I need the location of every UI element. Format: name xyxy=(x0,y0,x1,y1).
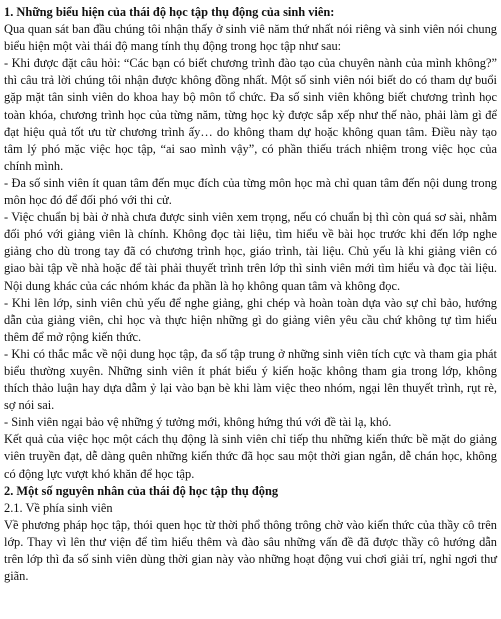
conclusion-paragraph: Kết quả của việc học một cách thụ động là sinh viên chỉ tiếp thu những kiến thức bề mặt do giảng viên truyền đạt, dễ dàng quên những kiến thức đã học sau một thời gian ngắn, dễ chán học, không có động lực vượt khó khăn để học tập. xyxy=(4,432,497,481)
bullet-paragraph-5: - Khi có thắc mắc về nội dung học tập, đa số tập trung ở những sinh viên tích cực và tham gia phát biểu thường xuyên. Những sinh viên ít phát biểu ý kiến hoặc không tham gia trong lớp, không thích thảo luận hay dựa dẫm ỷ lại vào bạn bè khi làm việc theo nhóm, ngại lên thuyết trình, rụt rè, sợ nói sai. xyxy=(4,346,497,413)
bullet-paragraph-6: - Sinh viên ngại bảo vệ những ý tưởng mới, không hứng thú với đề tài lạ, khó. xyxy=(4,415,392,430)
bullet-paragraph-1: - Khi được đặt câu hỏi: “Các bạn có biết chương trình đào tạo của chuyên nành của mình không?” thì câu trả lời chúng tôi nhận được không đồng nhất. Một số sinh viên nói biết do có tham dự buổi gặp mặt tân sinh viên do khoa hay bộ môn tổ chức. Đa số sinh viên không biết chương trình học toàn khóa, chương trình học của từng năm, từng học kỳ được sắp xếp như thế nào, phải làm gì để đạt hiệu quả tốt ưu từ chương trình ấy… do không tham dự hoặc không quan tâm. Điều này tạo tâm lý phó mặc việc học tập, “ai sao mình vậy”, có phần thiếu trách nhiệm trong việc học của chính mình. xyxy=(4,56,497,173)
bullet-paragraph-4: - Khi lên lớp, sinh viên chủ yếu để nghe giảng, ghi chép và hoàn toàn dựa vào sự chỉ bảo, hướng dẫn của giảng viên, chỉ học và thực hiện những gì do giảng viên yêu cầu chứ không tự tìm hiểu thêm để mở rộng kiến thức. xyxy=(4,295,497,344)
bullet-paragraph-3: - Việc chuẩn bị bài ở nhà chưa được sinh viên xem trọng, nếu có chuẩn bị thì còn quá sơ sài, nhằm đối phó với giảng viên là chính. Không đọc tài liệu, tìm hiểu về bài học trước khi đến lớp nghe giảng cho dù trong tay đã có chương trình học, giáo trình, tài liệu. Chủ yếu là khi giảng viên có giao bài tập về nhà hoặc để tài phải thuyết trình trên lớp thì sinh viên mới tìm hiểu và đọc tài liệu. Nội dung khác của các nhóm khác đa phần là họ không quan tâm và không đọc. xyxy=(4,210,497,293)
last-paragraph: Về phương pháp học tập, thói quen học từ thời phổ thông trông chờ vào kiến thức của thầy cô trên lớp. Thay vì lên thư viện để tìm hiểu thêm và đào sâu những vấn đề đã được thầy cô hướng dẫn trên lớp thì đa số sinh viên dùng thời gian này vào những hoạt động vui chơi giải trí, nghỉ ngơi thư giãn. xyxy=(4,517,497,584)
section-heading-1: 1. Những biểu hiện của thái độ học tập thụ động của sinh viên: xyxy=(4,5,335,19)
bullet-paragraph-2: - Đa số sinh viên ít quan tâm đến mục đích của từng môn học mà chỉ quan tâm đến nội dung trong môn học đó để đối phó với thi cử. xyxy=(4,175,497,208)
subsection-heading: 2.1. Về phía sinh viên xyxy=(4,500,113,515)
section-heading-2: 2. Một số nguyên nhân của thái độ học tập thụ động xyxy=(4,483,279,498)
intro-paragraph: Qua quan sát ban đầu chúng tôi nhận thấy ở sinh viê năm thứ nhất nói riêng và sinh viên nói chung biểu hiện một vài thái độ mang tính thụ động trong học tập như sau: xyxy=(4,22,497,54)
